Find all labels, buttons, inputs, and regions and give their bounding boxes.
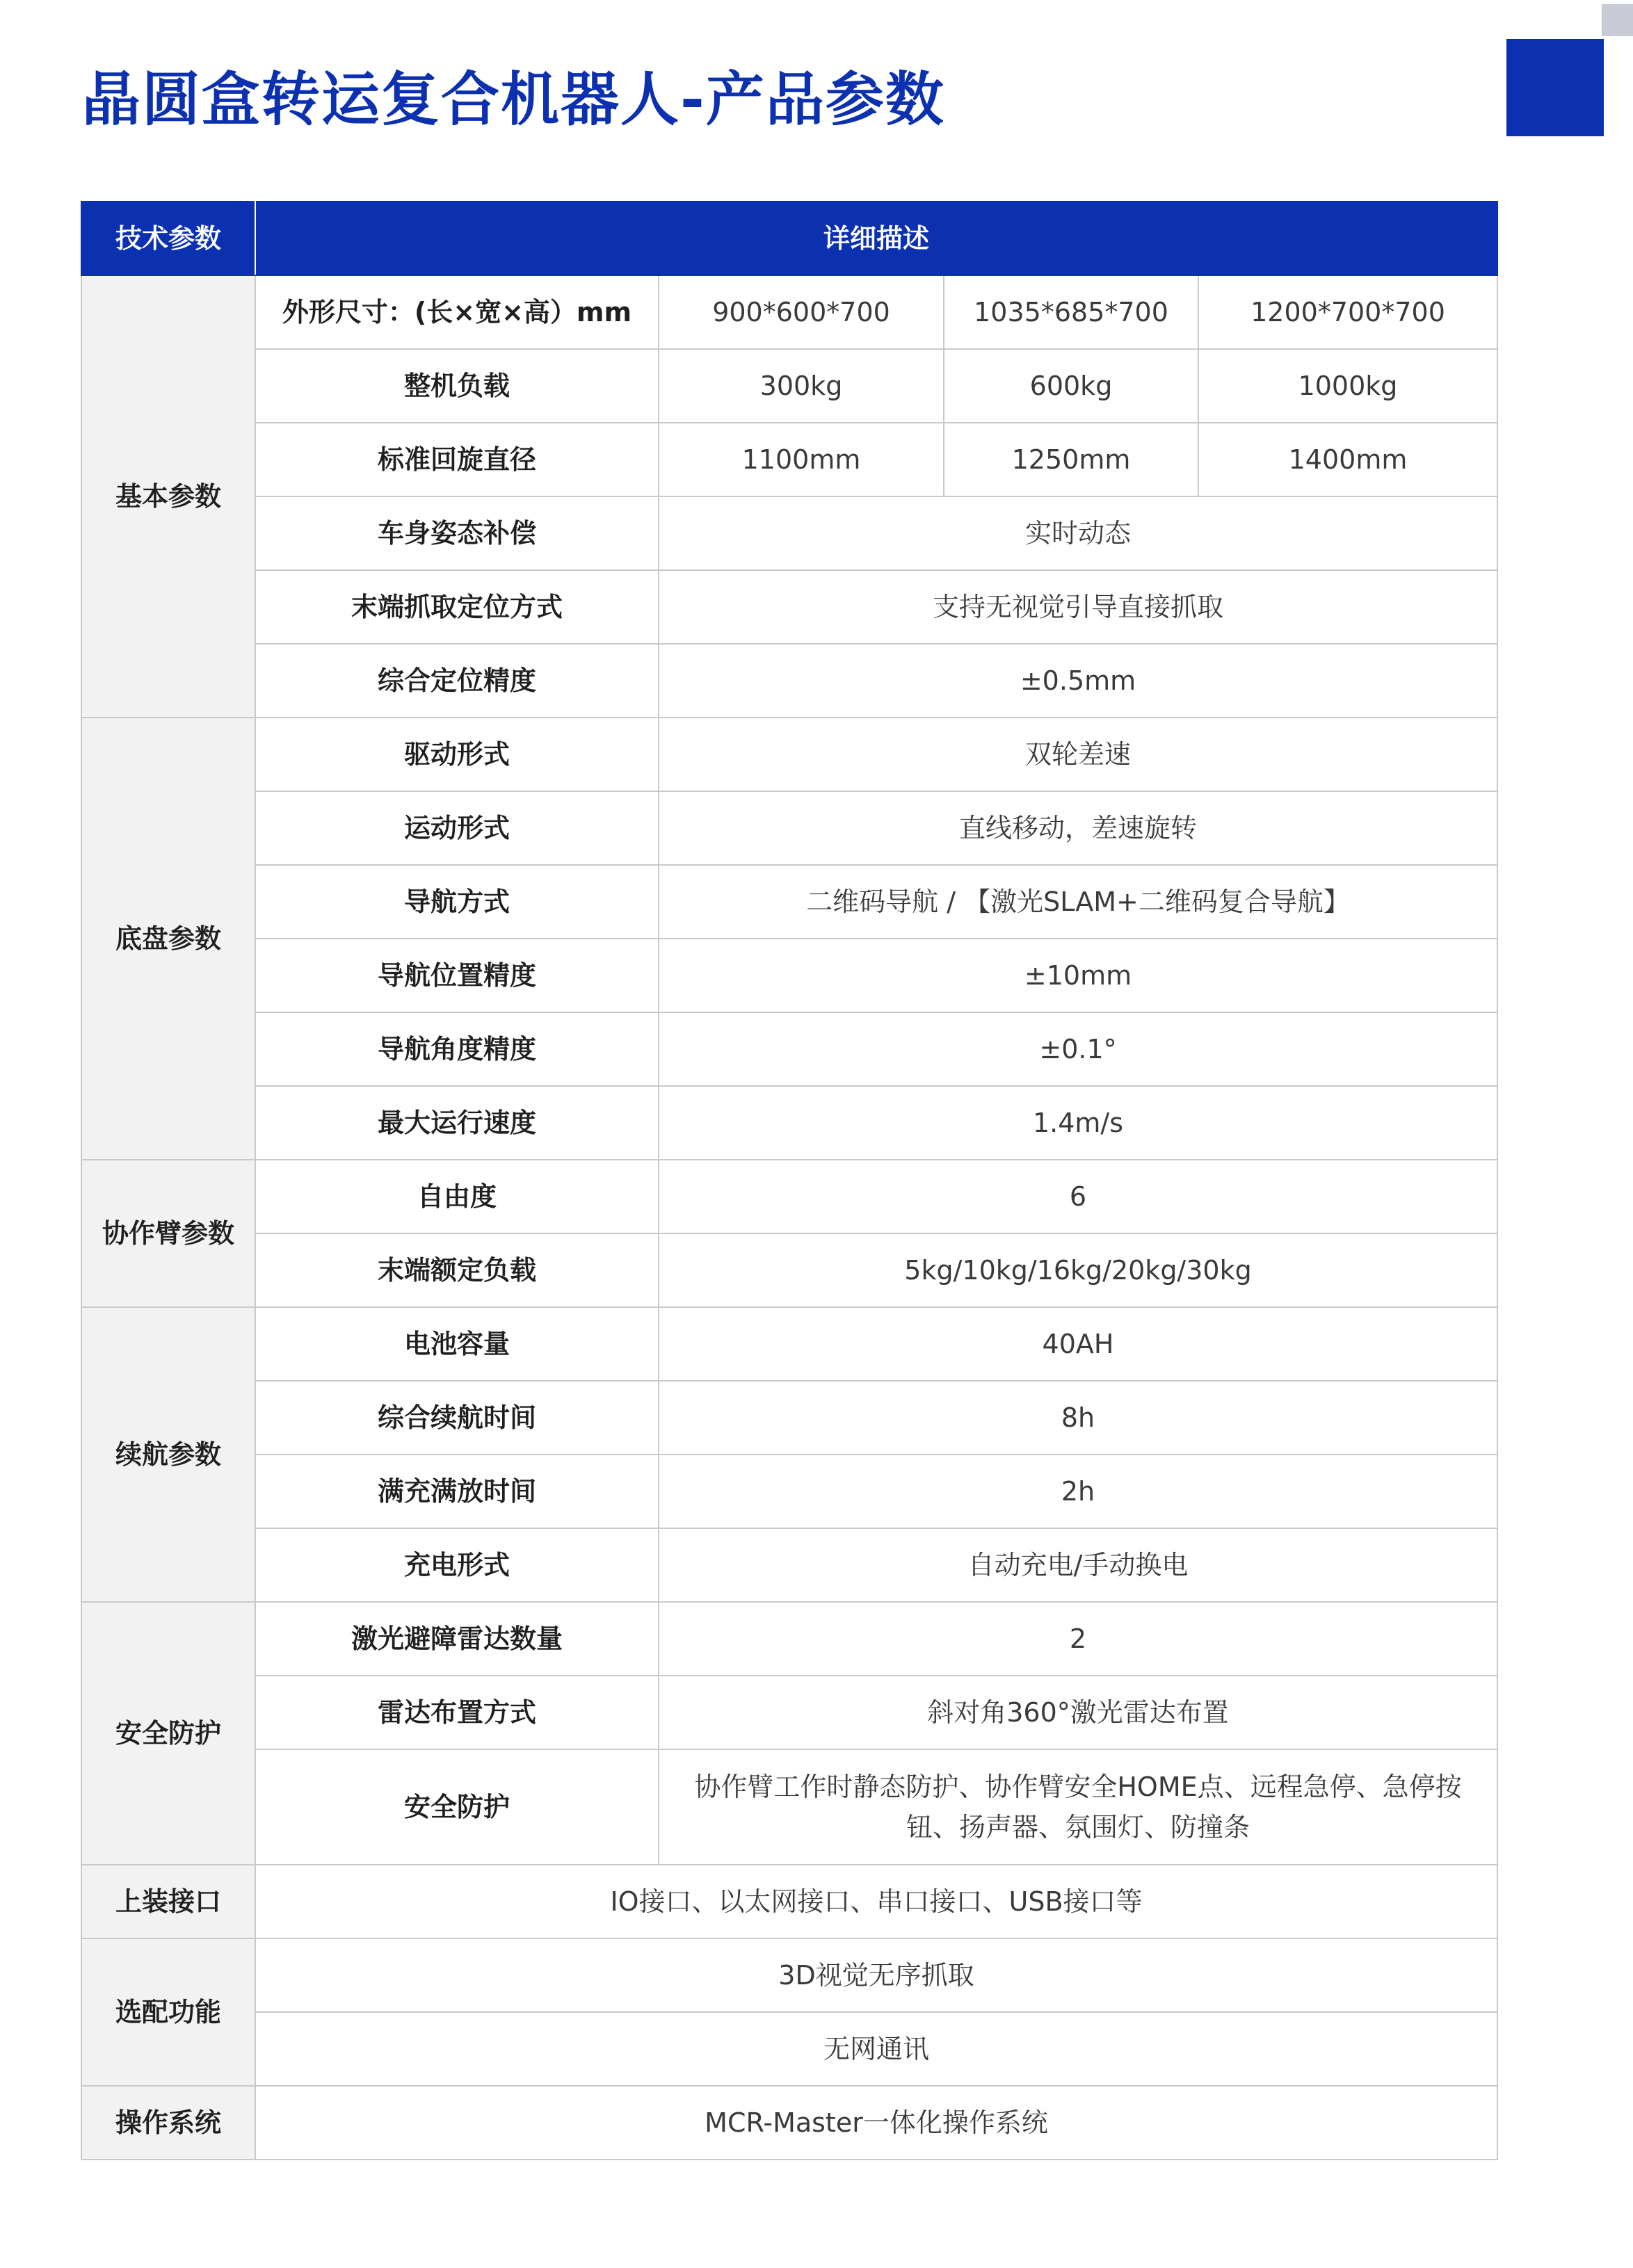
- category-os: 操作系统: [81, 2086, 255, 2160]
- value-grab-method: 支持无视觉引导直接抓取: [659, 570, 1497, 644]
- param-charge-time: 满充满放时间: [255, 1455, 659, 1528]
- table-row: [81, 1455, 1497, 1528]
- param-arm-payload: 末端额定负载: [255, 1233, 659, 1307]
- param-turn-diameter: 标准回旋直径: [255, 423, 659, 496]
- value-turn-diameter-1: 1100mm: [659, 423, 944, 496]
- spec-table: [81, 201, 1498, 2160]
- corner-decoration-blue: [1506, 39, 1604, 136]
- header-detail-desc: 详细描述: [255, 202, 1497, 275]
- table-row: [81, 1307, 1497, 1381]
- param-lidar-layout: 雷达布置方式: [255, 1676, 659, 1749]
- param-position-accuracy: 综合定位精度: [255, 644, 659, 718]
- table-row: [81, 1676, 1497, 1749]
- value-turn-diameter-2: 1250mm: [944, 423, 1198, 496]
- value-load-1: 300kg: [659, 349, 944, 423]
- param-safety: 安全防护: [255, 1749, 659, 1865]
- value-runtime: 8h: [659, 1381, 1497, 1455]
- category-chassis: 底盘参数: [81, 718, 255, 1160]
- table-row: [81, 718, 1497, 791]
- value-motion: 直线移动，差速旋转: [659, 791, 1497, 865]
- param-navigation: 导航方式: [255, 865, 659, 939]
- value-max-speed: 1.4m/s: [659, 1086, 1497, 1160]
- param-posture-comp: 车身姿态补偿: [255, 496, 659, 570]
- category-interface: 上装接口: [81, 1865, 255, 1938]
- table-row: [81, 570, 1497, 644]
- value-load-3: 1000kg: [1198, 349, 1497, 423]
- value-os: MCR-Master一体化操作系统: [255, 2086, 1497, 2160]
- param-charge-method: 充电形式: [255, 1528, 659, 1602]
- param-load: 整机负载: [255, 349, 659, 423]
- param-drive: 驱动形式: [255, 718, 659, 791]
- value-dimensions-2: 1035*685*700: [944, 275, 1198, 349]
- page-title: 晶圆盒转运复合机器人-产品参数: [82, 65, 945, 133]
- value-dimensions-1: 900*600*700: [659, 275, 944, 349]
- table-row: [81, 2086, 1497, 2160]
- value-option-offline-comm: 无网通讯: [255, 2012, 1497, 2086]
- value-dof: 6: [659, 1160, 1497, 1233]
- value-interface: IO接口、以太网接口、串口接口、USB接口等: [255, 1865, 1497, 1938]
- table-row: [81, 1749, 1497, 1865]
- header-tech-params: 技术参数: [81, 202, 255, 275]
- table-row: [81, 2012, 1497, 2086]
- table-row: [81, 1528, 1497, 1602]
- value-drive: 双轮差速: [659, 718, 1497, 791]
- category-basic: 基本参数: [81, 275, 255, 718]
- table-row: [81, 423, 1497, 496]
- value-lidar-count: 2: [659, 1602, 1497, 1676]
- table-row: [81, 1602, 1497, 1676]
- param-motion: 运动形式: [255, 791, 659, 865]
- table-row: [81, 865, 1497, 939]
- param-nav-angle-accuracy: 导航角度精度: [255, 1012, 659, 1086]
- param-battery: 电池容量: [255, 1307, 659, 1381]
- table-row: [81, 1233, 1497, 1307]
- table-header-row: [81, 202, 1497, 275]
- category-endurance: 续航参数: [81, 1307, 255, 1602]
- value-nav-position-accuracy: ±10mm: [659, 939, 1497, 1012]
- value-arm-payload: 5kg/10kg/16kg/20kg/30kg: [659, 1233, 1497, 1307]
- param-nav-position-accuracy: 导航位置精度: [255, 939, 659, 1012]
- param-lidar-count: 激光避障雷达数量: [255, 1602, 659, 1676]
- value-posture-comp: 实时动态: [659, 496, 1497, 570]
- table-row: [81, 496, 1497, 570]
- table-row: [81, 1086, 1497, 1160]
- table-row: [81, 1381, 1497, 1455]
- category-arm: 协作臂参数: [81, 1160, 255, 1307]
- value-dimensions-3: 1200*700*700: [1198, 275, 1497, 349]
- param-dimensions: 外形尺寸：(长×宽×高）mm: [255, 275, 659, 349]
- param-dof: 自由度: [255, 1160, 659, 1233]
- param-runtime: 综合续航时间: [255, 1381, 659, 1455]
- value-lidar-layout: 斜对角360°激光雷达布置: [659, 1676, 1497, 1749]
- param-grab-method: 末端抓取定位方式: [255, 570, 659, 644]
- table-row: [81, 349, 1497, 423]
- value-charge-method: 自动充电/手动换电: [659, 1528, 1497, 1602]
- table-row: [81, 1160, 1497, 1233]
- table-row: [81, 791, 1497, 865]
- value-nav-angle-accuracy: ±0.1°: [659, 1012, 1497, 1086]
- table-row: [81, 1938, 1497, 2012]
- category-safety: 安全防护: [81, 1602, 255, 1865]
- category-options: 选配功能: [81, 1938, 255, 2086]
- value-safety: 协作臂工作时静态防护、协作臂安全HOME点、远程急停、急停按钮、扬声器、氛围灯、防撞条: [659, 1749, 1497, 1865]
- table-row: [81, 1865, 1497, 1938]
- value-turn-diameter-3: 1400mm: [1198, 423, 1497, 496]
- value-load-2: 600kg: [944, 349, 1198, 423]
- table-row: [81, 275, 1497, 349]
- value-position-accuracy: ±0.5mm: [659, 644, 1497, 718]
- value-navigation: 二维码导航 / 【激光SLAM+二维码复合导航】: [659, 865, 1497, 939]
- corner-decoration-gray: [1602, 4, 1633, 36]
- value-option-3d-vision: 3D视觉无序抓取: [255, 1938, 1497, 2012]
- table-row: [81, 939, 1497, 1012]
- table-row: [81, 644, 1497, 718]
- table-row: [81, 1012, 1497, 1086]
- param-max-speed: 最大运行速度: [255, 1086, 659, 1160]
- value-charge-time: 2h: [659, 1455, 1497, 1528]
- value-battery: 40AH: [659, 1307, 1497, 1381]
